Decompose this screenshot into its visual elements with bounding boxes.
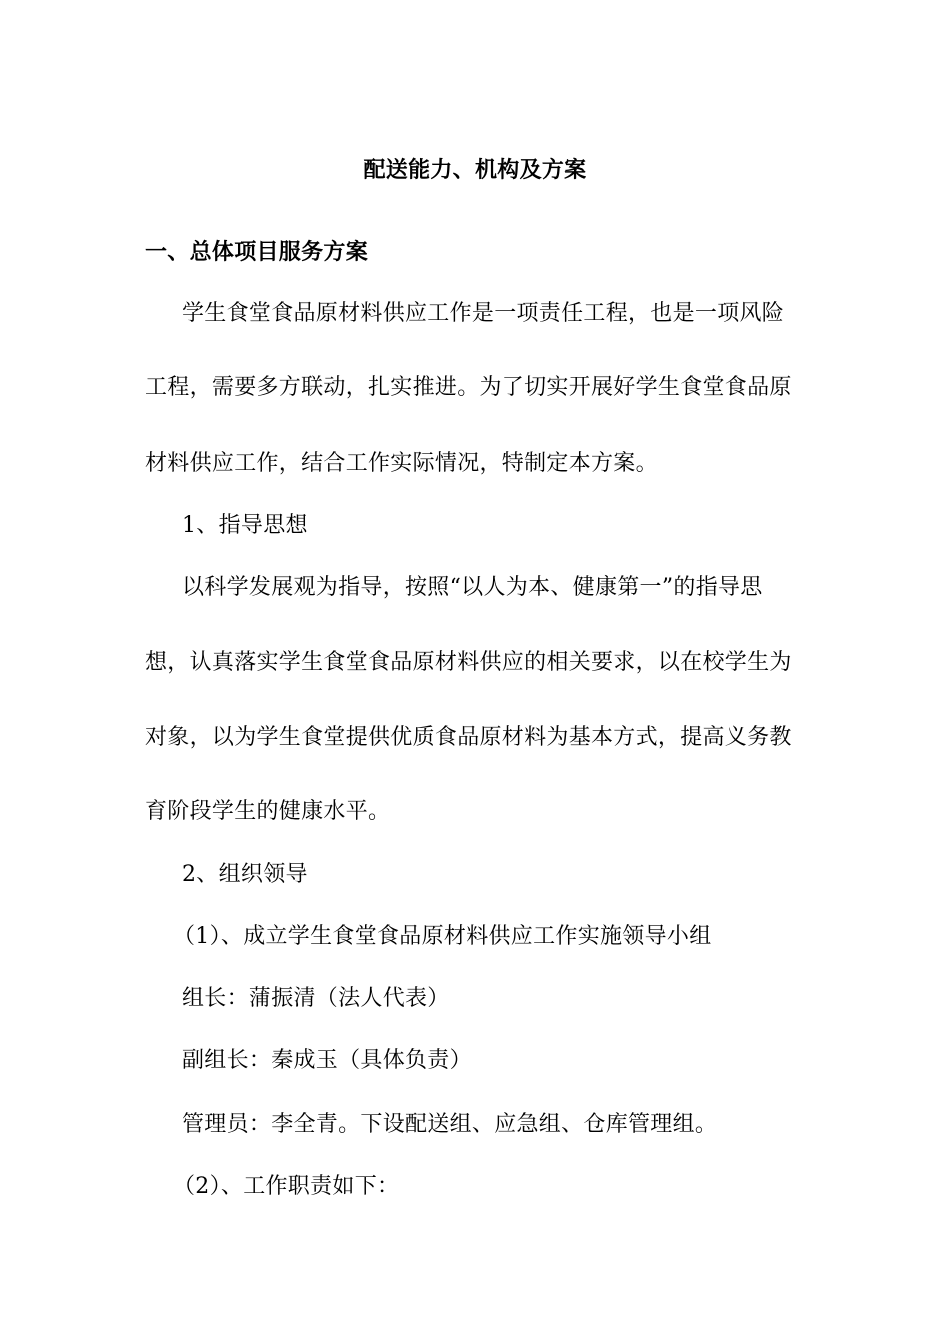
guiding-line-1: 以科学发展观为指导，按照“以人为本、健康第一”的指导思 — [182, 575, 763, 600]
subheading-guiding-ideology: 1、指导思想 — [182, 513, 308, 538]
guiding-line-2: 想，认真落实学生食堂食品原材料供应的相关要求，以在校学生为 — [145, 650, 792, 675]
intro-line-1: 学生食堂食品原材料供应工作是一项责任工程，也是一项风险 — [182, 301, 785, 326]
guiding-line-3: 对象，以为学生食堂提供优质食品原材料为基本方式，提高义务教 — [145, 725, 792, 750]
administrator: 管理员：李全青。下设配送组、应急组、仓库管理组。 — [182, 1112, 718, 1137]
guiding-line-4: 育阶段学生的健康水平。 — [145, 799, 391, 824]
organization-item-2: （2）、工作职责如下： — [173, 1174, 400, 1199]
document-title: 配送能力、机构及方案 — [363, 157, 587, 183]
deputy-leader: 副组长：秦成玉（具体负责） — [182, 1048, 472, 1073]
subheading-organization: 2、组织领导 — [182, 862, 308, 887]
intro-line-3: 材料供应工作，结合工作实际情况，特制定本方案。 — [145, 451, 658, 476]
section-heading-overall-plan: 一、总体项目服务方案 — [145, 239, 369, 265]
group-leader: 组长：蒲振清（法人代表） — [182, 986, 450, 1011]
organization-item-1: （1）、成立学生食堂食品原材料供应工作实施领导小组 — [173, 924, 712, 949]
intro-line-2: 工程，需要多方联动，扎实推进。为了切实开展好学生食堂食品原 — [145, 375, 792, 400]
